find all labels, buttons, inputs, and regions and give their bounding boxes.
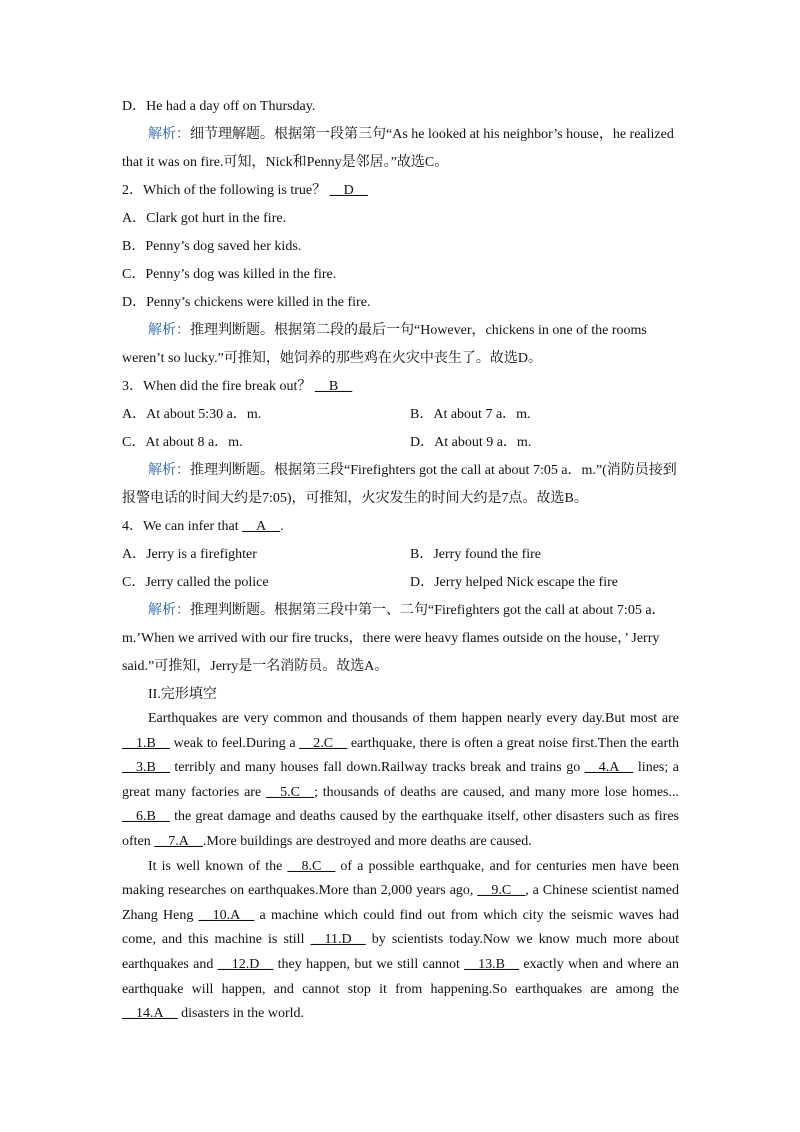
analysis-keyword: 解析： <box>148 323 190 338</box>
q1-option-d: D．He had a day off on Thursday. <box>122 99 316 114</box>
passage-text: Earthquakes are very common and thousands of them happen nearly every day.But most are <box>148 711 679 726</box>
q4-option-b: B．Jerry found the fire <box>410 547 542 562</box>
passage-text: disasters in the world. <box>177 1006 304 1022</box>
cloze-blank-8: __8.C__ <box>287 858 336 874</box>
cloze-blank-6: __6.B__ <box>122 809 170 825</box>
section-heading: II.完形填空 <box>148 687 217 702</box>
passage-text: a machine which could find out from which city the seismic waves had come, and this machine is still <box>122 907 679 948</box>
q2-analysis-line1 <box>148 322 647 340</box>
cloze-paragraph-2 <box>122 855 679 1027</box>
cloze-blank-10: __10.A__ <box>198 907 255 923</box>
passage-text: of a possible earthquake, and for centuries men have been making researches on earthquakes.More than 2,000 years ago, <box>122 858 679 899</box>
q4-option-c: C．Jerry called the police <box>122 575 269 590</box>
q4-analysis-line1 <box>148 602 666 620</box>
q3-analysis-line2: 报警电话的时间大约是7:05)，可推知，火灾发生的时间大约是7点。故选B。 <box>122 491 588 506</box>
passage-text: , a Chinese scientist named Zhang Heng <box>122 883 679 923</box>
cloze-blank-13: __13.B__ <box>464 956 520 972</box>
q3-option-c: C．At about 8 a．m. <box>122 435 243 450</box>
passage-text: the great damage and deaths caused by the earthquake itself, other disasters such as fires often <box>122 809 679 849</box>
q2-option-a: A．Clark got hurt in the fire. <box>122 211 287 226</box>
analysis-text: 细节理解题。根据第一段第三句“As he looked at his neighbor’s house，he realized <box>190 127 674 142</box>
cloze-blank-14: __14.A__ <box>122 1006 178 1022</box>
q2-stem <box>122 182 368 200</box>
answer-blank: __B__ <box>314 379 353 394</box>
passage-text: It is well known of the <box>148 858 288 874</box>
question-text: 2．Which of the following is true？ <box>122 183 327 198</box>
analysis-keyword: 解析： <box>148 463 190 478</box>
passage-text: lines; a great many factories are <box>122 760 680 800</box>
answer-blank: __A__ <box>242 519 281 534</box>
passage-text: earthquake, there is often a great noise first.Then the earth <box>347 735 679 751</box>
cloze-blank-7: __7.A__ <box>154 833 203 849</box>
answer-blank: __D__ <box>329 183 368 198</box>
analysis-keyword: 解析： <box>148 127 190 142</box>
question-text: 4．We can infer that <box>122 519 239 534</box>
analysis-text: 推理判断题。根据第三段中第一、二句“Firefighters got the call at about 7:05 a． <box>190 603 666 618</box>
cloze-blank-3: __3.B__ <box>122 760 170 776</box>
analysis-text: 推理判断题。根据第二段的最后一句“However，chickens in one of the rooms <box>190 323 647 338</box>
q4-analysis-line3: said.”可推知，Jerry是一名消防员。故选A。 <box>122 659 389 674</box>
cloze-blank-9: __9.C__ <box>477 883 526 899</box>
question-end: . <box>280 519 284 534</box>
cloze-blank-11: __11.D__ <box>310 932 366 948</box>
cloze-paragraph-1 <box>122 707 679 855</box>
passage-text: exactly when and where an earthquake will happen, and cannot stop it from happening.So earthquakes are among the <box>122 956 679 997</box>
cloze-blank-4: __4.A__ <box>584 760 634 776</box>
q2-option-d: D．Penny’s chickens were killed in the fire. <box>122 295 371 310</box>
q3-option-b: B．At about 7 a．m. <box>410 407 531 422</box>
q1-analysis-line2: that it was on fire.可知，Nick和Penny是邻居。”故选C。 <box>122 155 449 170</box>
cloze-blank-5: __5.C__ <box>266 784 314 800</box>
q4-stem <box>122 518 284 536</box>
q2-option-c: C．Penny’s dog was killed in the fire. <box>122 267 337 282</box>
passage-text: terribly and many houses fall down.Railway tracks break and trains go <box>169 760 585 776</box>
cloze-passage <box>122 707 679 1027</box>
passage-text: ; thousands of deaths are caused, and many more lose homes... <box>313 784 679 800</box>
analysis-keyword: 解析： <box>148 603 190 618</box>
q4-analysis-line2: m.’When we arrived with our fire trucks，there were heavy flames outside on the house，’ Jerry <box>122 631 660 646</box>
passage-text: .More buildings are destroyed and more deaths are caused. <box>202 833 532 849</box>
q3-option-a: A．At about 5:30 a．m. <box>122 407 262 422</box>
analysis-text: 推理判断题。根据第三段“Firefighters got the call at about 7:05 a．m.”(消防员接到 <box>190 463 677 478</box>
passage-text: weak to feel.During a <box>169 735 300 751</box>
q3-stem <box>122 378 352 396</box>
question-text: 3．When did the fire break out？ <box>122 379 312 394</box>
q4-option-d: D．Jerry helped Nick escape the fire <box>410 575 618 590</box>
q2-option-b: B．Penny’s dog saved her kids. <box>122 239 302 254</box>
q2-analysis-line2: weren’t so lucky.”可推知，她饲养的那些鸡在火灾中丧生了。故选D。 <box>122 351 542 366</box>
cloze-blank-12: __12.D__ <box>217 956 274 972</box>
q1-analysis-line1 <box>148 126 674 144</box>
q3-analysis-line1 <box>148 462 677 480</box>
passage-text: by scientists today.Now we know much more about earthquakes and <box>122 932 679 972</box>
passage-text: they happen, but we still cannot <box>273 956 465 972</box>
cloze-blank-1: __1.B__ <box>122 735 170 751</box>
cloze-blank-2: __2.C__ <box>299 735 348 751</box>
q4-option-a: A．Jerry is a firefighter <box>122 547 257 562</box>
q3-option-d: D．At about 9 a．m. <box>410 435 532 450</box>
